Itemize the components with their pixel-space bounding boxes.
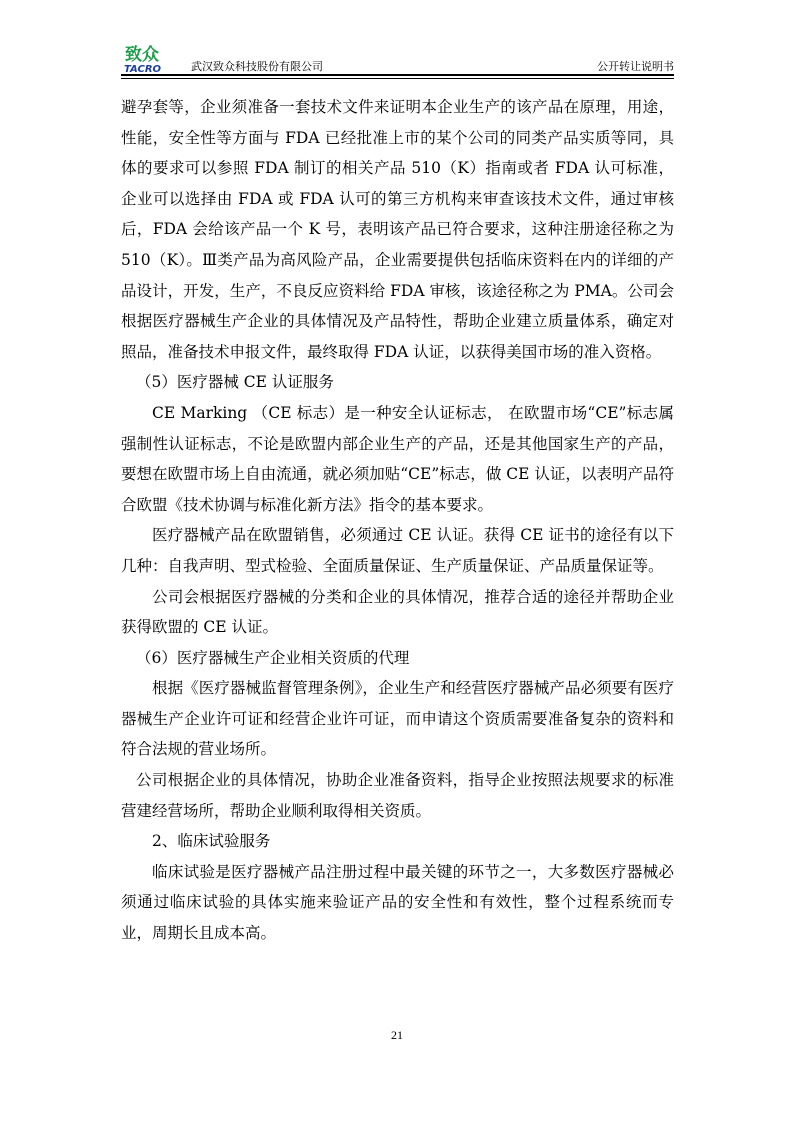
paragraph: 避孕套等，企业须准备一套技术文件来证明本企业生产的该产品在原理，用途，性能，安全性等方面与 FDA 已经批准上市的某个公司的同类产品实质等同，具体的要求可以参照 FDA 制订的相关产品 510（K）指南或者 FDA 认可标准，企业可以选择由 FDA 或 FDA 认可的第三方机构来审查该技术文件，通过审核后，FDA 会给该产品一个 K 号，表明该产品已符合要求，这种注册途径称之为 510（K）。Ⅲ类产品为高风险产品，企业需要提供包括临床资料在内的详细的产品设计，开发，生产，不良反应资料给 FDA 审核，该途径称之为 PMA。公司会根据医疗器械生产企业的具体情况及产品特性，帮助企业建立质量体系，确定对照品，准备技术申报文件，最终取得 FDA 认证，以获得美国市场的准入资格。	[121, 98, 674, 361]
paragraph: 医疗器械产品在欧盟销售，必须通过 CE 认证。获得 CE 证书的途径有以下几种：自我声明、型式检验、全面质量保证、生产质量保证、产品质量保证等。	[121, 526, 674, 575]
body-text	[121, 92, 674, 949]
paragraph: 根据《医疗器械监督管理条例》，企业生产和经营医疗器械产品必须要有医疗器械生产企业许可证和经营企业许可证，而申请这个资质需要准备复杂的资料和符合法规的营业场所。	[121, 679, 674, 759]
section-heading: 2、临床试验服务	[152, 832, 271, 851]
page-header	[121, 44, 674, 76]
paragraph: 临床试验是医疗器械产品注册过程中最关键的环节之一，大多数医疗器械必须通过临床试验的具体实施来验证产品的安全性和有效性，整个过程系统而专业，周期长且成本高。	[121, 862, 674, 943]
section-heading: （6）医疗器械生产企业相关资质的代理	[136, 648, 410, 667]
page-number: 21	[391, 1028, 403, 1042]
company-name: 武汉致众科技股份有限公司	[191, 60, 323, 73]
document-title: 公开转让说明书	[597, 60, 674, 73]
paragraph: 公司根据企业的具体情况，协助企业准备资料，指导企业按照法规要求的标准营建经营场所，帮助企业顺利取得相关资质。	[121, 771, 674, 820]
tacro-logo	[123, 44, 187, 74]
section-heading: （5）医疗器械 CE 认证服务	[136, 373, 334, 392]
logo-text: TACRO	[124, 64, 162, 74]
paragraph: CE Marking （CE 标志）是一种安全认证标志， 在欧盟市场“CE”标志属强制性认证标志，不论是欧盟内部企业生产的产品，还是其他国家生产的产品，要想在欧盟市场上自由流通，就必须加贴“CE”标志，做 CE 认证，以表明产品符合欧盟《技术协调与标准化新方法》指令的基本要求。	[121, 403, 674, 514]
logo-chars: 致众	[125, 45, 159, 65]
paragraph: 公司会根据医疗器械的分类和企业的具体情况，推荐合适的途径并帮助企业获得欧盟的 CE 认证。	[121, 587, 674, 637]
